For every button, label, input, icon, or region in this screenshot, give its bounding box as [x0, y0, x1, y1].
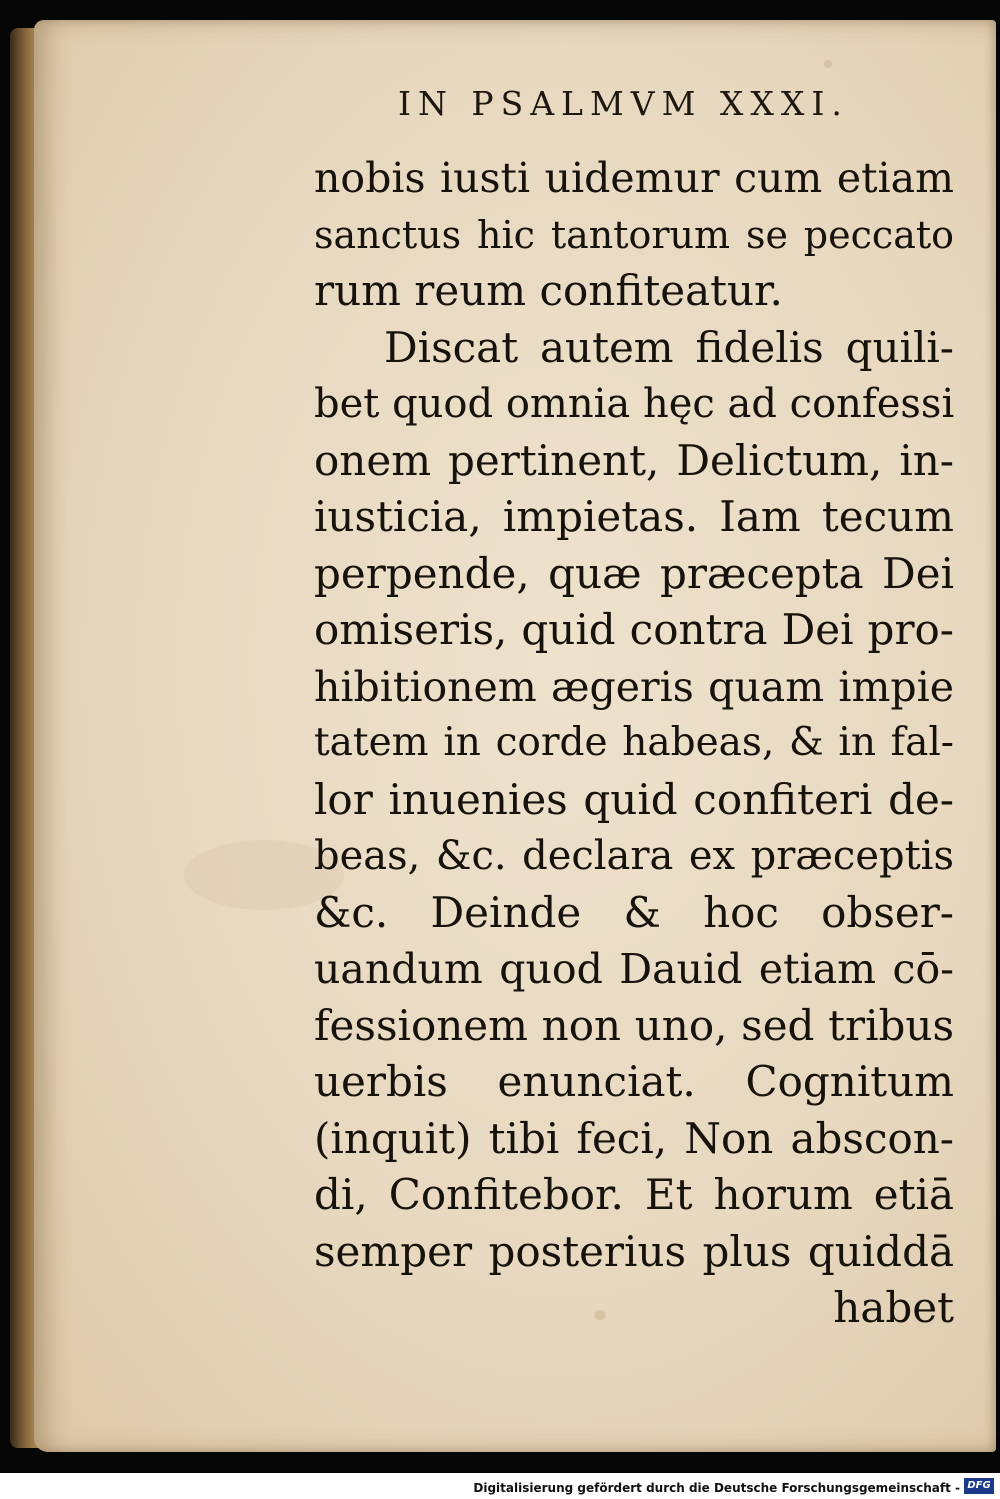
body-text [314, 150, 954, 1337]
text-line: rum reum confiteatur. [314, 266, 783, 315]
text-line: sanctus hic tantorum se peccato [314, 212, 954, 257]
text-line: nobis iusti uidemur cum etiam [314, 154, 954, 202]
digitization-credit: Digitalisierung gefördert durch die Deutsche Forschungsgemeinschaft - [473, 1481, 960, 1495]
text-line: hibitionem ægeris quam impie [314, 662, 954, 711]
text-line: omiseris, quid contra Dei pro- [314, 605, 954, 654]
text-line: perpende, quæ præcepta Dei [314, 548, 954, 598]
dfg-logo: DFG [964, 1478, 994, 1494]
text-line: (inquit) tibi feci, Non abscon- [314, 1113, 954, 1163]
text-line: uerbis enunciat. Cognitum [314, 1057, 954, 1106]
catchword: habet [833, 1283, 954, 1332]
text-line: lor inuenies quid confiteri de- [314, 774, 954, 824]
text-line: &c. Deinde & hoc obser- [314, 887, 954, 937]
text-line: Discat autem fidelis quili- [384, 322, 954, 372]
text-line: tatem in corde habeas, & in fal- [314, 720, 954, 765]
text-line: bet quod omnia hęc ad confessi [314, 381, 955, 427]
text-line: onem pertinent, Delictum, in- [314, 435, 954, 485]
text-line: uandum quod Dauid etiam cō- [314, 945, 954, 993]
running-head: IN PSALMVM XXXI. [398, 84, 849, 123]
text-line: fessionem non uno, sed tribus [314, 1000, 954, 1050]
text-line: semper posterius plus quiddā [314, 1226, 954, 1276]
text-line: di, Confitebor. Et horum etiā [314, 1170, 954, 1219]
text-line: iusticia, impietas. Iam tecum [314, 492, 954, 541]
footer-bar [0, 1473, 1000, 1499]
text-line: beas, &c. declara ex præceptis [314, 833, 954, 879]
paper-spot [824, 60, 832, 68]
